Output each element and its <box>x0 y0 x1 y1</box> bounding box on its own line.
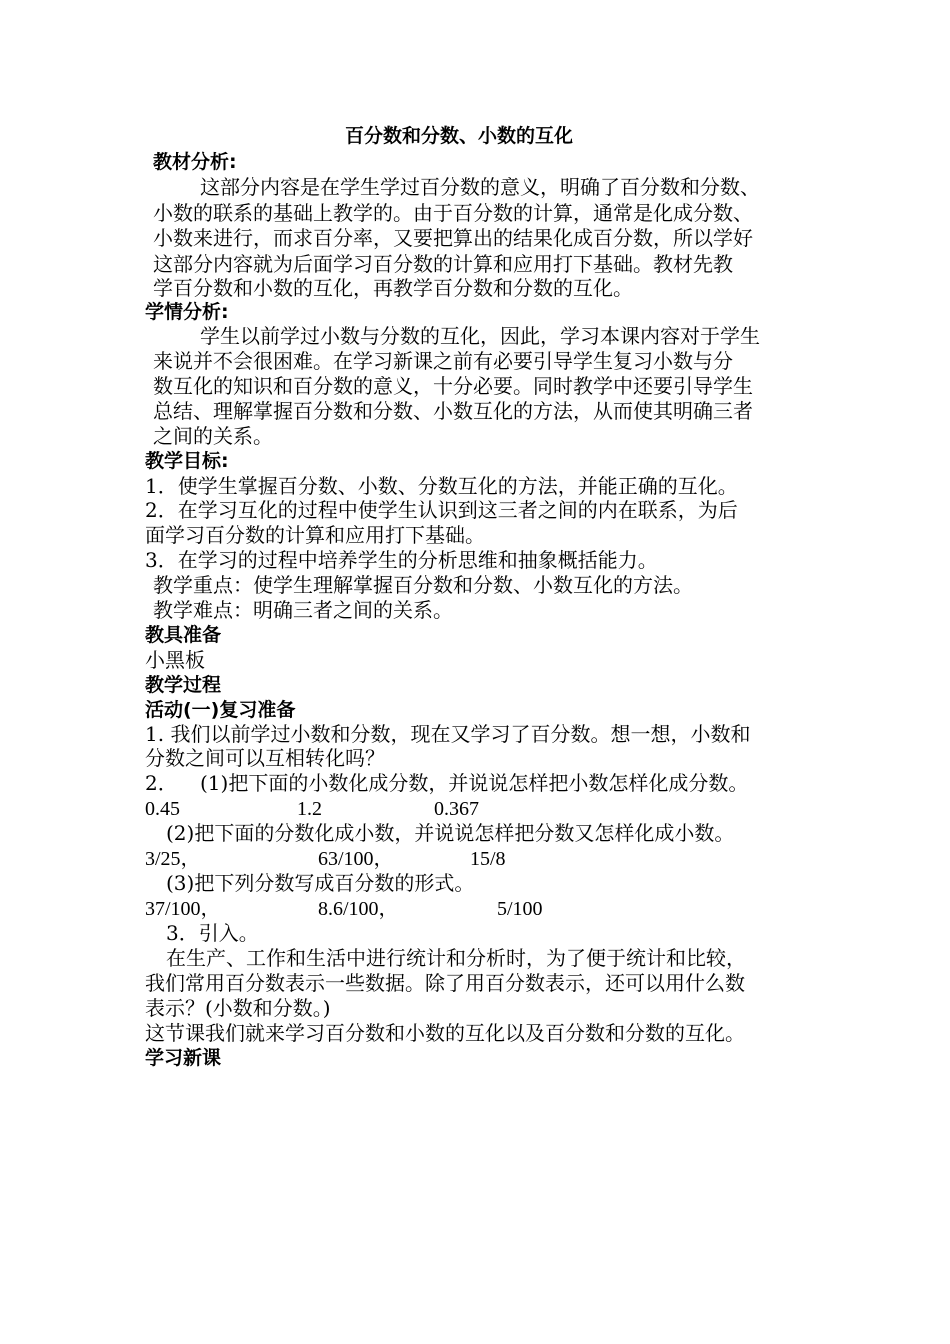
paragraph-line: 这部分内容是在学生学过百分数的意义，明确了百分数和分数、 <box>200 175 760 199</box>
section-heading-objectives: 教学目标: <box>145 450 229 472</box>
section-heading-textbook-analysis: 教材分析: <box>153 151 237 173</box>
review-question-3: 3．引入。 <box>166 921 259 945</box>
section-heading-teaching-process: 教学过程 <box>145 674 222 696</box>
paragraph-line: 小数的联系的基础上教学的。由于百分数的计算，通常是化成分数、 <box>153 201 753 225</box>
fraction-value: 15/8 <box>470 848 506 870</box>
review-question-2-part-3: (3)把下列分数写成百分数的形式。 <box>166 871 475 895</box>
intro-line: 表示？(小数和分数。) <box>145 996 331 1020</box>
section-heading-teaching-aids: 教具准备 <box>145 624 222 646</box>
review-question-2-part-2: (2)把下面的分数化成小数，并说说怎样把分数又怎样化成小数。 <box>166 821 735 845</box>
activity-heading: 活动(一)复习准备 <box>145 699 296 721</box>
page-title: 百分数和分数、小数的互化 <box>345 125 574 147</box>
paragraph-line: 来说并不会很困难。在学习新课之前有必要引导学生复习小数与分 <box>153 349 733 373</box>
paragraph-line: 小数来进行，而求百分率，又要把算出的结果化成百分数，所以学好 <box>153 226 753 250</box>
paragraph-line: 数互化的知识和百分数的意义，十分必要。同时教学中还要引导学生 <box>153 374 753 398</box>
review-question-1: 1. 我们以前学过小数和分数，现在又学习了百分数。想一想，小数和 <box>145 722 751 746</box>
section-heading-student-analysis: 学情分析: <box>145 301 229 323</box>
review-question-1-continued: 分数之间可以互相转化吗？ <box>145 746 385 770</box>
fraction-value: 63/100， <box>318 848 394 870</box>
decimal-value: 0.367 <box>434 798 479 820</box>
section-heading-new-lesson: 学习新课 <box>145 1047 222 1069</box>
teaching-difficulty: 教学难点：明确三者之间的关系。 <box>153 598 453 622</box>
objective-item: 1．使学生掌握百分数、小数、分数互化的方法，并能正确的互化。 <box>145 474 738 498</box>
intro-line: 我们常用百分数表示一些数据。除了用百分数表示，还可以用什么数 <box>145 971 745 995</box>
objective-item: 3．在学习的过程中培养学生的分析思维和抽象概括能力。 <box>145 548 658 572</box>
percent-fraction-value: 37/100， <box>145 898 221 920</box>
percent-fraction-value: 8.6/100， <box>318 898 399 920</box>
paragraph-line: 总结、理解掌握百分数和分数、小数互化的方法，从而使其明确三者 <box>153 399 753 423</box>
fraction-value: 3/25， <box>145 848 201 870</box>
teaching-key-point: 教学重点：使学生理解掌握百分数和分数、小数互化的方法。 <box>153 573 693 597</box>
paragraph-line: 学百分数和小数的互化，再教学百分数和分数的互化。 <box>153 276 633 300</box>
decimal-value: 1.2 <box>297 798 322 820</box>
objective-item-continued: 面学习百分数的计算和应用打下基础。 <box>145 523 485 547</box>
paragraph-line: 之间的关系。 <box>153 424 273 448</box>
paragraph-line: 学生以前学过小数与分数的互化，因此，学习本课内容对于学生 <box>200 324 760 348</box>
percent-fraction-value: 5/100 <box>497 898 543 920</box>
decimal-value: 0.45 <box>145 798 180 820</box>
intro-line: 这节课我们就来学习百分数和小数的互化以及百分数和分数的互化。 <box>145 1021 745 1045</box>
review-question-2-number: 2． <box>145 771 178 795</box>
paragraph-line: 这部分内容就为后面学习百分数的计算和应用打下基础。教材先教 <box>153 252 733 276</box>
review-question-2-part-1: (1)把下面的小数化成分数，并说说怎样把小数怎样化成分数。 <box>200 771 749 795</box>
objective-item: 2．在学习互化的过程中使学生认识到这三者之间的内在联系，为后 <box>145 498 738 522</box>
intro-line: 在生产、工作和生活中进行统计和分析时，为了便于统计和比较， <box>166 946 746 970</box>
teaching-aids-text: 小黑板 <box>145 648 205 672</box>
